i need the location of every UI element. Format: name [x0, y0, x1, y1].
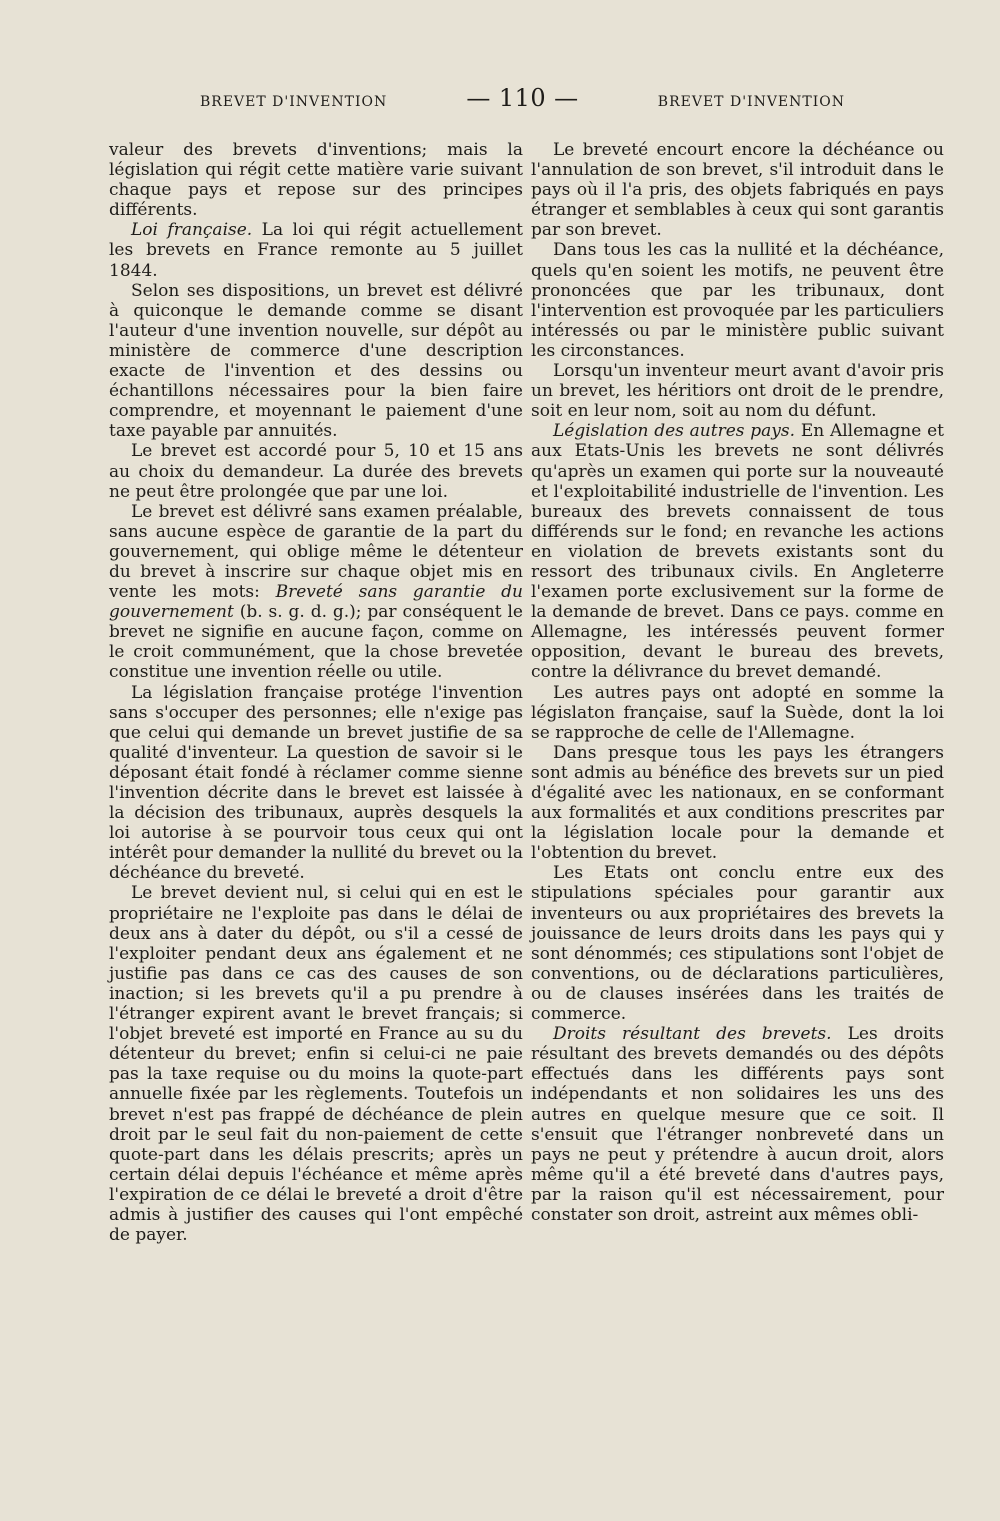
- paragraph-text: En Allemagne et aux Etats-Unis les brevets ne sont délivrés qu'après un examen qui porte sur la nouveauté et l'exploitabilité industrielle de l'invention. Les bureaux des brevets connaissent de tous différends sur le fond; en revanche les actions en violation de brevets existants sont du ressort des tribunaux civils. En Angleterre l'examen porte exclusivement sur la forme de la demande de brevet. Dans ce pays. comme en Allemagne, les intéressés peuvent former opposition, devant le bureau des brevets, contre la délivrance du brevet demandé.: [531, 421, 944, 683]
- paragraph: Lorsqu'un inventeur meurt avant d'avoir pris un brevet, les héritiors ont droit de le prendre, soit en leur nom, soit au nom du défunt.: [531, 361, 944, 422]
- paragraph: [109, 502, 523, 683]
- paragraph: Le brevet devient nul, si celui qui en est le propriétaire ne l'exploite pas dans le délai de deux ans à dater du dépôt, ou s'il a cessé de l'exploiter pendant deux ans également et ne justifie pas dans ce cas des causes de son inaction; si les brevets qu'il a pu prendre à l'étranger expirent avant le brevet français; si l'objet breveté est importé en France au su du détenteur du brevet; enfin si celui-ci ne paie pas la taxe requise ou du moins la quote-part annuelle fixée par les règlements. Toutefois un brevet n'est pas frappé de déchéance de plein droit par le seul fait du non-paiement de cette quote-part dans les délais prescrits; après un certain délai depuis l'échéance et même après l'expiration de ce délai le breveté a droit d'être admis à justifier des causes qui l'ont empêché de payer.: [109, 883, 523, 1246]
- right-column: [531, 140, 944, 1225]
- paragraph: Selon ses dispositions, un brevet est délivré à quiconque le demande comme se disant l'auteur d'une invention nouvelle, sur dépôt au ministère de commerce d'une description exacte de l'invention et des dessins ou échantillons nécessaires pour la bien faire comprendre, et moyennant le paiement d'une taxe payable par annuités.: [109, 280, 523, 442]
- page-number: 110: [498, 84, 547, 112]
- paragraph: [531, 421, 944, 682]
- running-head-left: BREVET D'INVENTION: [200, 94, 388, 110]
- paragraph: La législation française protége l'invention sans s'occuper des personnes; elle n'exige pas que celui qui demande un brevet justifie de sa qualité d'inventeur. La question de savoir si le déposant était fondé à réclamer comme sienne l'invention décrite dans le brevet est laissée à la décision des tribunaux, auprès desquels la loi autorise à se pourvoir tous ceux qui ont intérêt pour demander la nullité du brevet ou la déchéance du breveté.: [109, 682, 523, 884]
- paragraph: Les autres pays ont adopté en somme la législaton française, sauf la Suède, dont la loi se rapproche de celle de l'Allemagne.: [531, 682, 944, 743]
- paragraph-text: Les droits résultant des brevets demandés ou des dépôts effectués dans les différents pays sont indépendants et non solidaires les uns des autres en quelque mesure que ce soit. Il s'ensuit que l'étranger nonbreveté dans un pays ne peut y prétendre à aucun droit, alors même qu'il a été breveté dans d'autres pays, par la raison qu'il est nécessairement, pour constater son droit, astreint aux mêmes obli-: [531, 1024, 944, 1225]
- italic-phrase: Breveté sans garantie du gouvernement: [109, 582, 524, 623]
- section-heading: Loi française.: [131, 220, 253, 241]
- page-number-group: [458, 84, 586, 112]
- paragraph: Dans tous les cas la nullité et la déchéance, quels qu'en soient les motifs, ne peuvent être prononcées que par les tribunaux, dont l'intervention est provoquée par les particuliers intéressés ou par le ministère public suivant les circonstances.: [531, 240, 944, 361]
- paragraph-text: (b. s. g. d. g.); par conséquent le brevet ne signifie en aucune façon, comme on le croit communément, que la chose brevetée constitue une invention réelle ou utile.: [109, 602, 523, 683]
- paragraph: valeur des brevets d'inventions; mais la législation qui régit cette matière varie suivant chaque pays et repose sur des principes différents.: [109, 140, 523, 221]
- paragraph-text: La loi qui régit actuellement les brevets en France remonte au 5 juillet 1844.: [109, 220, 523, 281]
- section-heading: Législation des autres pays.: [553, 421, 796, 442]
- page-header: [200, 84, 845, 116]
- paragraph: Le brevet est accordé pour 5, 10 et 15 ans au choix du demandeur. La durée des brevets ne peut être prolongée que par une loi.: [109, 441, 523, 502]
- page-number-dash-right: —: [554, 84, 579, 112]
- left-column: [109, 140, 523, 1245]
- running-head-right: BREVET D'INVENTION: [657, 94, 845, 110]
- section-heading: Droits résultant des brevets.: [553, 1024, 832, 1045]
- paragraph: [531, 1024, 944, 1225]
- paragraph: [109, 220, 523, 280]
- page-number-dash-left: —: [466, 84, 491, 112]
- paragraph-text: Le brevet est délivré sans examen préalable, sans aucune espèce de garantie de la part du gouvernement, qui oblige même le détenteur du brevet à inscrire sur chaque objet mis en vente les mots:: [109, 501, 523, 603]
- paragraph: Les Etats ont conclu entre eux des stipulations spéciales pour garantir aux inventeurs ou aux propriétaires des brevets la jouissance de leurs droits dans les pays qui y sont dénommés; ces stipulations sont l'objet de conventions, ou de déclarations particulières, ou de clauses insérées dans les traités de commerce.: [531, 863, 944, 1025]
- paragraph: Le breveté encourt encore la déchéance ou l'annulation de son brevet, s'il introduit dans le pays où il l'a pris, des objets fabriqués en pays étranger et semblables à ceux qui sont garantis par son brevet.: [531, 140, 944, 241]
- paragraph: Dans presque tous les pays les étrangers sont admis au bénéfice des brevets sur un pied d'égalité avec les nationaux, en se conformant aux formalités et aux conditions prescrites par la législation locale pour la demande et l'obtention du brevet.: [531, 742, 944, 864]
